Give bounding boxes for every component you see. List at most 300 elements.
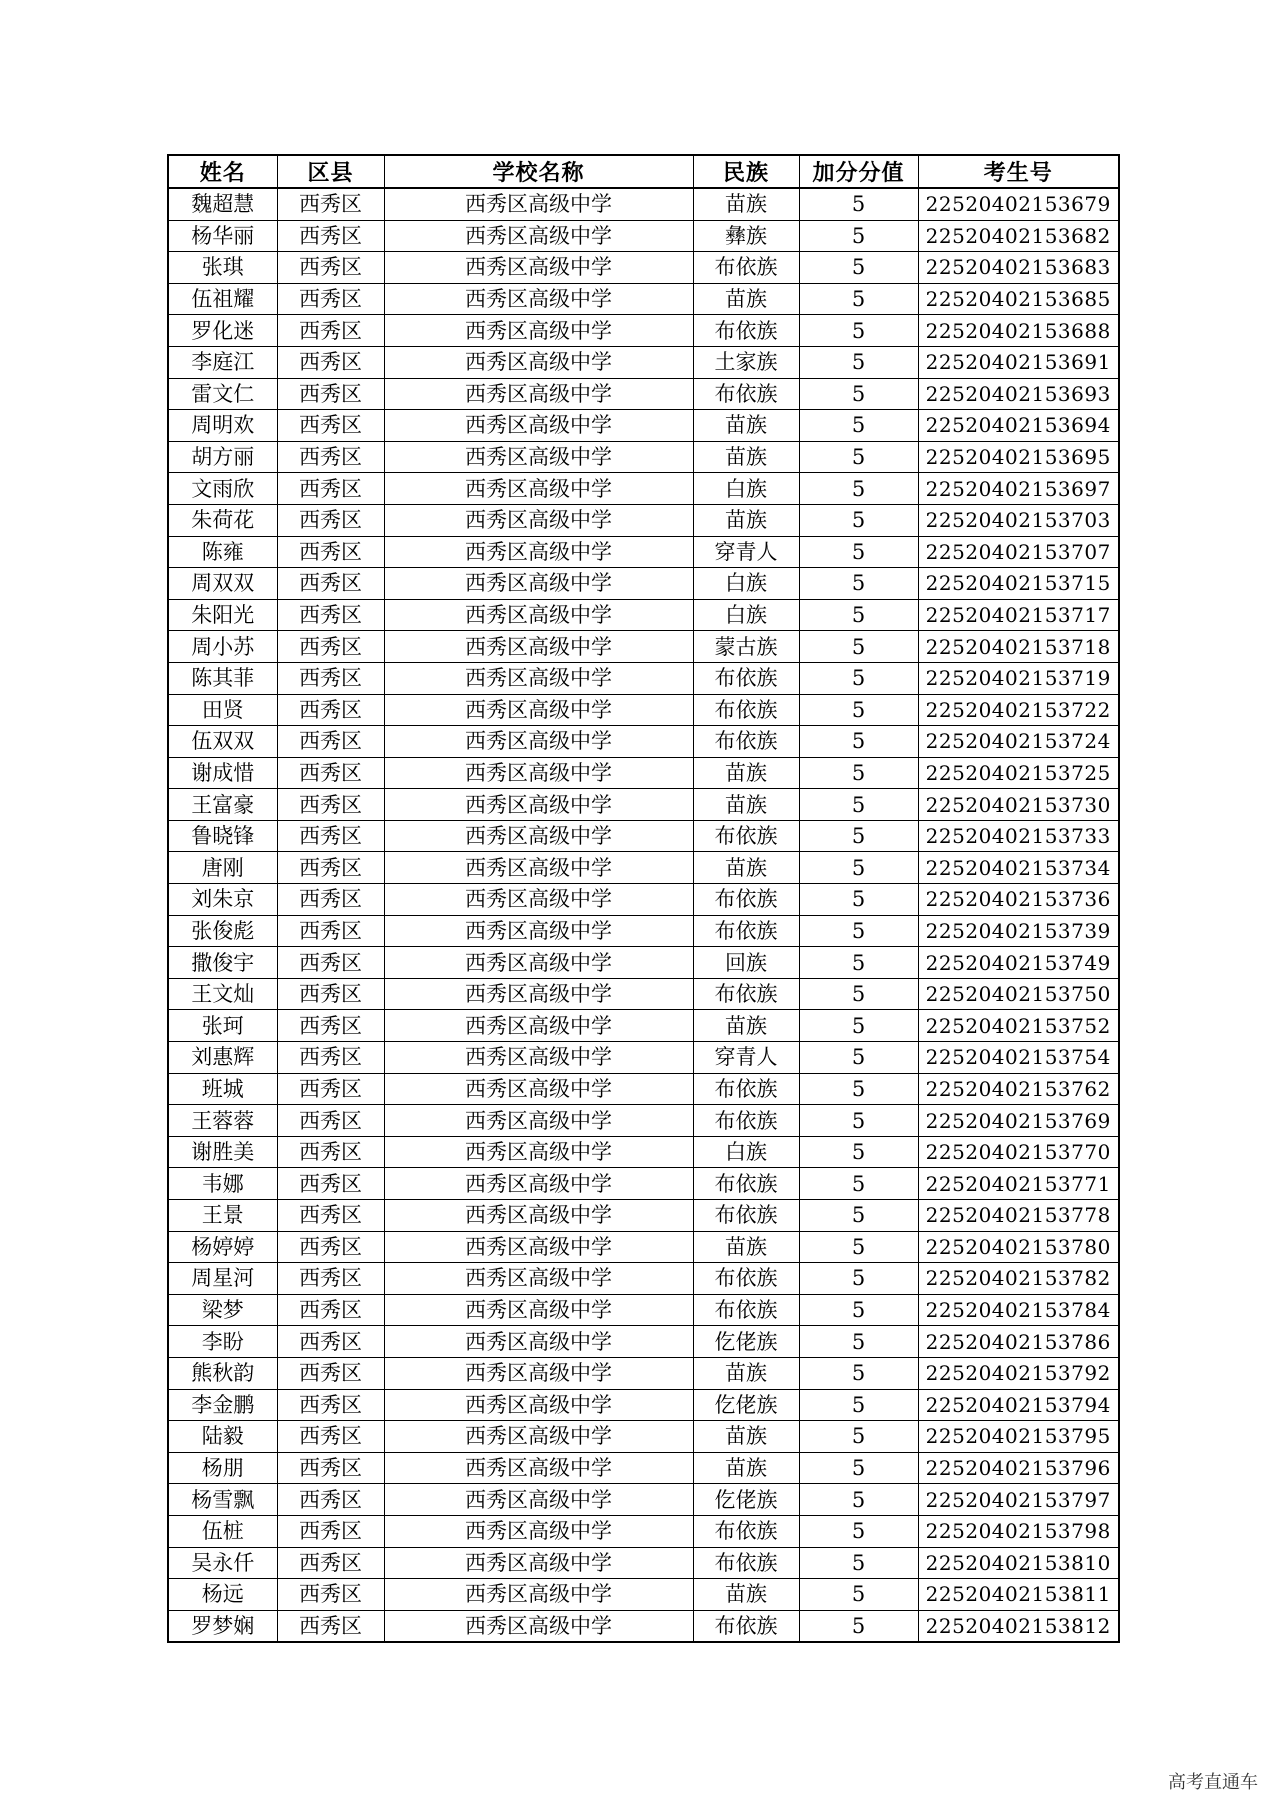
table-row [168,410,1119,442]
cell-exam-id: 22520402153707 [918,536,1119,568]
cell-exam-id: 22520402153717 [918,599,1119,631]
cell-name: 杨雪飘 [168,1484,277,1516]
cell-district: 西秀区 [277,1200,384,1232]
cell-school: 西秀区高级中学 [384,726,693,758]
cell-bonus: 5 [799,884,918,916]
cell-district: 西秀区 [277,631,384,663]
cell-school: 西秀区高级中学 [384,1200,693,1232]
cell-exam-id: 22520402153733 [918,820,1119,852]
cell-bonus: 5 [799,504,918,536]
cell-bonus: 5 [799,820,918,852]
cell-district: 西秀区 [277,599,384,631]
cell-name: 田贤 [168,694,277,726]
cell-ethnicity: 布依族 [693,1073,799,1105]
cell-bonus: 5 [799,726,918,758]
cell-district: 西秀区 [277,346,384,378]
table-row [168,820,1119,852]
cell-school: 西秀区高级中学 [384,631,693,663]
cell-district: 西秀区 [277,220,384,252]
cell-name: 王富豪 [168,789,277,821]
cell-district: 西秀区 [277,884,384,916]
cell-name: 鲁晓锋 [168,820,277,852]
cell-district: 西秀区 [277,283,384,315]
cell-name: 张俊彪 [168,915,277,947]
cell-school: 西秀区高级中学 [384,884,693,916]
cell-ethnicity: 彝族 [693,220,799,252]
cell-bonus: 5 [799,662,918,694]
cell-exam-id: 22520402153797 [918,1484,1119,1516]
cell-exam-id: 22520402153719 [918,662,1119,694]
cell-exam-id: 22520402153750 [918,978,1119,1010]
table-row [168,757,1119,789]
col-header-name: 姓名 [168,155,277,188]
cell-bonus: 5 [799,220,918,252]
cell-bonus: 5 [799,1263,918,1295]
cell-ethnicity: 白族 [693,568,799,600]
table-row [168,599,1119,631]
cell-exam-id: 22520402153724 [918,726,1119,758]
cell-name: 唐刚 [168,852,277,884]
cell-exam-id: 22520402153691 [918,346,1119,378]
cell-exam-id: 22520402153718 [918,631,1119,663]
cell-district: 西秀区 [277,852,384,884]
cell-district: 西秀区 [277,1547,384,1579]
cell-ethnicity: 布依族 [693,1168,799,1200]
cell-exam-id: 22520402153739 [918,915,1119,947]
cell-school: 西秀区高级中学 [384,536,693,568]
table-row [168,852,1119,884]
cell-name: 李盼 [168,1326,277,1358]
cell-school: 西秀区高级中学 [384,346,693,378]
cell-school: 西秀区高级中学 [384,757,693,789]
cell-ethnicity: 布依族 [693,820,799,852]
cell-name: 魏超慧 [168,188,277,220]
cell-district: 西秀区 [277,536,384,568]
cell-exam-id: 22520402153736 [918,884,1119,916]
cell-ethnicity: 苗族 [693,1452,799,1484]
cell-school: 西秀区高级中学 [384,915,693,947]
table-row [168,789,1119,821]
cell-district: 西秀区 [277,1168,384,1200]
cell-exam-id: 22520402153792 [918,1357,1119,1389]
table-row [168,884,1119,916]
cell-school: 西秀区高级中学 [384,599,693,631]
cell-exam-id: 22520402153798 [918,1515,1119,1547]
cell-ethnicity: 苗族 [693,789,799,821]
cell-ethnicity: 布依族 [693,978,799,1010]
cell-school: 西秀区高级中学 [384,1515,693,1547]
table-row [168,1484,1119,1516]
cell-ethnicity: 布依族 [693,252,799,284]
cell-bonus: 5 [799,1452,918,1484]
table-row [168,1579,1119,1611]
cell-bonus: 5 [799,536,918,568]
cell-bonus: 5 [799,1042,918,1074]
cell-name: 王景 [168,1200,277,1232]
cell-district: 西秀区 [277,662,384,694]
cell-ethnicity: 穿青人 [693,1042,799,1074]
table-row [168,441,1119,473]
table-row [168,346,1119,378]
cell-exam-id: 22520402153784 [918,1294,1119,1326]
table-row [168,504,1119,536]
cell-bonus: 5 [799,1610,918,1642]
cell-district: 西秀区 [277,188,384,220]
table-row [168,1073,1119,1105]
cell-bonus: 5 [799,1010,918,1042]
cell-ethnicity: 布依族 [693,1263,799,1295]
cell-district: 西秀区 [277,1136,384,1168]
cell-school: 西秀区高级中学 [384,473,693,505]
cell-exam-id: 22520402153786 [918,1326,1119,1358]
cell-school: 西秀区高级中学 [384,1421,693,1453]
cell-district: 西秀区 [277,1610,384,1642]
cell-bonus: 5 [799,473,918,505]
cell-school: 西秀区高级中学 [384,978,693,1010]
cell-school: 西秀区高级中学 [384,947,693,979]
cell-district: 西秀区 [277,1389,384,1421]
cell-school: 西秀区高级中学 [384,1042,693,1074]
cell-school: 西秀区高级中学 [384,378,693,410]
table-row [168,1610,1119,1642]
cell-ethnicity: 白族 [693,1136,799,1168]
cell-exam-id: 22520402153682 [918,220,1119,252]
table-row [168,188,1119,220]
cell-ethnicity: 布依族 [693,1105,799,1137]
cell-bonus: 5 [799,1105,918,1137]
cell-school: 西秀区高级中学 [384,1231,693,1263]
cell-school: 西秀区高级中学 [384,1136,693,1168]
cell-school: 西秀区高级中学 [384,1610,693,1642]
cell-bonus: 5 [799,1294,918,1326]
cell-name: 班城 [168,1073,277,1105]
cell-exam-id: 22520402153694 [918,410,1119,442]
cell-name: 张琪 [168,252,277,284]
cell-ethnicity: 土家族 [693,346,799,378]
cell-exam-id: 22520402153811 [918,1579,1119,1611]
cell-name: 刘朱京 [168,884,277,916]
cell-name: 周双双 [168,568,277,600]
cell-district: 西秀区 [277,1484,384,1516]
table-row [168,1105,1119,1137]
cell-name: 刘惠辉 [168,1042,277,1074]
cell-name: 伍桩 [168,1515,277,1547]
cell-ethnicity: 布依族 [693,662,799,694]
cell-ethnicity: 苗族 [693,188,799,220]
cell-school: 西秀区高级中学 [384,410,693,442]
col-header-ethnicity: 民族 [693,155,799,188]
cell-bonus: 5 [799,1168,918,1200]
cell-exam-id: 22520402153688 [918,315,1119,347]
cell-district: 西秀区 [277,504,384,536]
cell-ethnicity: 回族 [693,947,799,979]
cell-exam-id: 22520402153770 [918,1136,1119,1168]
cell-name: 胡方丽 [168,441,277,473]
cell-bonus: 5 [799,915,918,947]
cell-name: 周明欢 [168,410,277,442]
cell-bonus: 5 [799,1515,918,1547]
cell-name: 李金鹏 [168,1389,277,1421]
cell-school: 西秀区高级中学 [384,820,693,852]
cell-name: 杨华丽 [168,220,277,252]
cell-name: 熊秋韵 [168,1357,277,1389]
cell-name: 陈其菲 [168,662,277,694]
cell-name: 周小苏 [168,631,277,663]
cell-name: 张珂 [168,1010,277,1042]
table-header [168,155,1119,188]
table-row [168,252,1119,284]
cell-exam-id: 22520402153782 [918,1263,1119,1295]
cell-ethnicity: 苗族 [693,1231,799,1263]
cell-school: 西秀区高级中学 [384,1326,693,1358]
cell-bonus: 5 [799,789,918,821]
cell-exam-id: 22520402153703 [918,504,1119,536]
cell-bonus: 5 [799,568,918,600]
cell-district: 西秀区 [277,252,384,284]
cell-school: 西秀区高级中学 [384,1547,693,1579]
cell-bonus: 5 [799,410,918,442]
cell-bonus: 5 [799,378,918,410]
cell-name: 罗梦娴 [168,1610,277,1642]
cell-school: 西秀区高级中学 [384,1168,693,1200]
table-row [168,1010,1119,1042]
bonus-points-table [167,154,1120,1643]
cell-school: 西秀区高级中学 [384,1389,693,1421]
table-row [168,1200,1119,1232]
header-row [168,155,1119,188]
table-row [168,1231,1119,1263]
table-row [168,978,1119,1010]
cell-bonus: 5 [799,694,918,726]
cell-school: 西秀区高级中学 [384,1263,693,1295]
cell-district: 西秀区 [277,726,384,758]
cell-ethnicity: 苗族 [693,852,799,884]
col-header-school: 学校名称 [384,155,693,188]
cell-ethnicity: 白族 [693,599,799,631]
cell-bonus: 5 [799,1547,918,1579]
cell-bonus: 5 [799,283,918,315]
cell-bonus: 5 [799,757,918,789]
cell-district: 西秀区 [277,441,384,473]
cell-bonus: 5 [799,978,918,1010]
cell-ethnicity: 布依族 [693,1294,799,1326]
table-row [168,915,1119,947]
cell-ethnicity: 布依族 [693,1547,799,1579]
cell-exam-id: 22520402153693 [918,378,1119,410]
table-row [168,1326,1119,1358]
col-header-bonus: 加分分值 [799,155,918,188]
cell-exam-id: 22520402153795 [918,1421,1119,1453]
cell-school: 西秀区高级中学 [384,1010,693,1042]
cell-bonus: 5 [799,315,918,347]
cell-ethnicity: 仡佬族 [693,1389,799,1421]
cell-bonus: 5 [799,188,918,220]
cell-school: 西秀区高级中学 [384,662,693,694]
cell-bonus: 5 [799,1231,918,1263]
cell-district: 西秀区 [277,378,384,410]
col-header-district: 区县 [277,155,384,188]
table-row [168,1452,1119,1484]
cell-district: 西秀区 [277,1579,384,1611]
cell-ethnicity: 苗族 [693,1010,799,1042]
cell-school: 西秀区高级中学 [384,694,693,726]
cell-ethnicity: 仡佬族 [693,1326,799,1358]
cell-name: 陆毅 [168,1421,277,1453]
table-row [168,631,1119,663]
table-row [168,220,1119,252]
cell-ethnicity: 苗族 [693,410,799,442]
cell-district: 西秀区 [277,1421,384,1453]
cell-exam-id: 22520402153749 [918,947,1119,979]
cell-ethnicity: 苗族 [693,757,799,789]
cell-district: 西秀区 [277,1010,384,1042]
cell-name: 杨朋 [168,1452,277,1484]
cell-bonus: 5 [799,252,918,284]
cell-district: 西秀区 [277,1105,384,1137]
table-row [168,1136,1119,1168]
cell-name: 王文灿 [168,978,277,1010]
cell-name: 谢胜美 [168,1136,277,1168]
table-row [168,947,1119,979]
cell-exam-id: 22520402153810 [918,1547,1119,1579]
cell-ethnicity: 苗族 [693,1421,799,1453]
cell-exam-id: 22520402153725 [918,757,1119,789]
cell-bonus: 5 [799,1484,918,1516]
cell-school: 西秀区高级中学 [384,852,693,884]
table-row [168,568,1119,600]
cell-school: 西秀区高级中学 [384,1294,693,1326]
cell-bonus: 5 [799,1357,918,1389]
cell-exam-id: 22520402153812 [918,1610,1119,1642]
cell-ethnicity: 布依族 [693,1200,799,1232]
cell-school: 西秀区高级中学 [384,504,693,536]
cell-bonus: 5 [799,1579,918,1611]
cell-exam-id: 22520402153695 [918,441,1119,473]
cell-school: 西秀区高级中学 [384,789,693,821]
cell-exam-id: 22520402153794 [918,1389,1119,1421]
cell-school: 西秀区高级中学 [384,252,693,284]
table-row [168,1168,1119,1200]
cell-district: 西秀区 [277,1326,384,1358]
cell-bonus: 5 [799,346,918,378]
cell-name: 杨婷婷 [168,1231,277,1263]
cell-ethnicity: 布依族 [693,1515,799,1547]
cell-bonus: 5 [799,1073,918,1105]
cell-ethnicity: 布依族 [693,694,799,726]
table-row [168,1389,1119,1421]
cell-ethnicity: 布依族 [693,315,799,347]
table-row [168,694,1119,726]
table-row [168,1515,1119,1547]
cell-exam-id: 22520402153730 [918,789,1119,821]
cell-bonus: 5 [799,852,918,884]
cell-school: 西秀区高级中学 [384,1357,693,1389]
table-row [168,726,1119,758]
col-header-exam-id: 考生号 [918,155,1119,188]
cell-bonus: 5 [799,1421,918,1453]
cell-ethnicity: 布依族 [693,378,799,410]
cell-name: 朱阳光 [168,599,277,631]
cell-school: 西秀区高级中学 [384,1452,693,1484]
cell-ethnicity: 穿青人 [693,536,799,568]
cell-bonus: 5 [799,1326,918,1358]
cell-exam-id: 22520402153679 [918,188,1119,220]
cell-district: 西秀区 [277,1263,384,1295]
cell-district: 西秀区 [277,1073,384,1105]
cell-exam-id: 22520402153697 [918,473,1119,505]
cell-district: 西秀区 [277,789,384,821]
cell-exam-id: 22520402153780 [918,1231,1119,1263]
cell-name: 文雨欣 [168,473,277,505]
cell-ethnicity: 仡佬族 [693,1484,799,1516]
cell-school: 西秀区高级中学 [384,188,693,220]
cell-name: 梁梦 [168,1294,277,1326]
table-row [168,1547,1119,1579]
cell-name: 王蓉蓉 [168,1105,277,1137]
table-row [168,662,1119,694]
cell-ethnicity: 苗族 [693,1579,799,1611]
cell-exam-id: 22520402153754 [918,1042,1119,1074]
cell-exam-id: 22520402153778 [918,1200,1119,1232]
table-body [168,188,1119,1642]
cell-school: 西秀区高级中学 [384,283,693,315]
table-row [168,1042,1119,1074]
cell-district: 西秀区 [277,1357,384,1389]
cell-bonus: 5 [799,1136,918,1168]
cell-school: 西秀区高级中学 [384,568,693,600]
cell-exam-id: 22520402153762 [918,1073,1119,1105]
table-row [168,1263,1119,1295]
cell-ethnicity: 蒙古族 [693,631,799,663]
cell-bonus: 5 [799,441,918,473]
cell-ethnicity: 布依族 [693,1610,799,1642]
cell-district: 西秀区 [277,315,384,347]
table-row [168,1421,1119,1453]
cell-ethnicity: 布依族 [693,884,799,916]
cell-exam-id: 22520402153683 [918,252,1119,284]
cell-school: 西秀区高级中学 [384,441,693,473]
cell-name: 杨远 [168,1579,277,1611]
cell-name: 伍祖耀 [168,283,277,315]
cell-exam-id: 22520402153796 [918,1452,1119,1484]
cell-district: 西秀区 [277,1231,384,1263]
cell-exam-id: 22520402153734 [918,852,1119,884]
cell-exam-id: 22520402153771 [918,1168,1119,1200]
cell-name: 吴永仟 [168,1547,277,1579]
cell-name: 撒俊宇 [168,947,277,979]
cell-district: 西秀区 [277,1042,384,1074]
cell-name: 陈雍 [168,536,277,568]
cell-exam-id: 22520402153715 [918,568,1119,600]
cell-school: 西秀区高级中学 [384,315,693,347]
cell-name: 李庭江 [168,346,277,378]
cell-district: 西秀区 [277,1452,384,1484]
cell-ethnicity: 苗族 [693,283,799,315]
cell-district: 西秀区 [277,915,384,947]
cell-ethnicity: 布依族 [693,726,799,758]
table-row [168,378,1119,410]
cell-ethnicity: 苗族 [693,441,799,473]
cell-name: 韦娜 [168,1168,277,1200]
cell-school: 西秀区高级中学 [384,1484,693,1516]
cell-school: 西秀区高级中学 [384,1073,693,1105]
cell-district: 西秀区 [277,1515,384,1547]
cell-ethnicity: 苗族 [693,1357,799,1389]
cell-district: 西秀区 [277,568,384,600]
table-row [168,1357,1119,1389]
watermark: 高考直通车 [1168,1772,1258,1793]
cell-school: 西秀区高级中学 [384,1105,693,1137]
